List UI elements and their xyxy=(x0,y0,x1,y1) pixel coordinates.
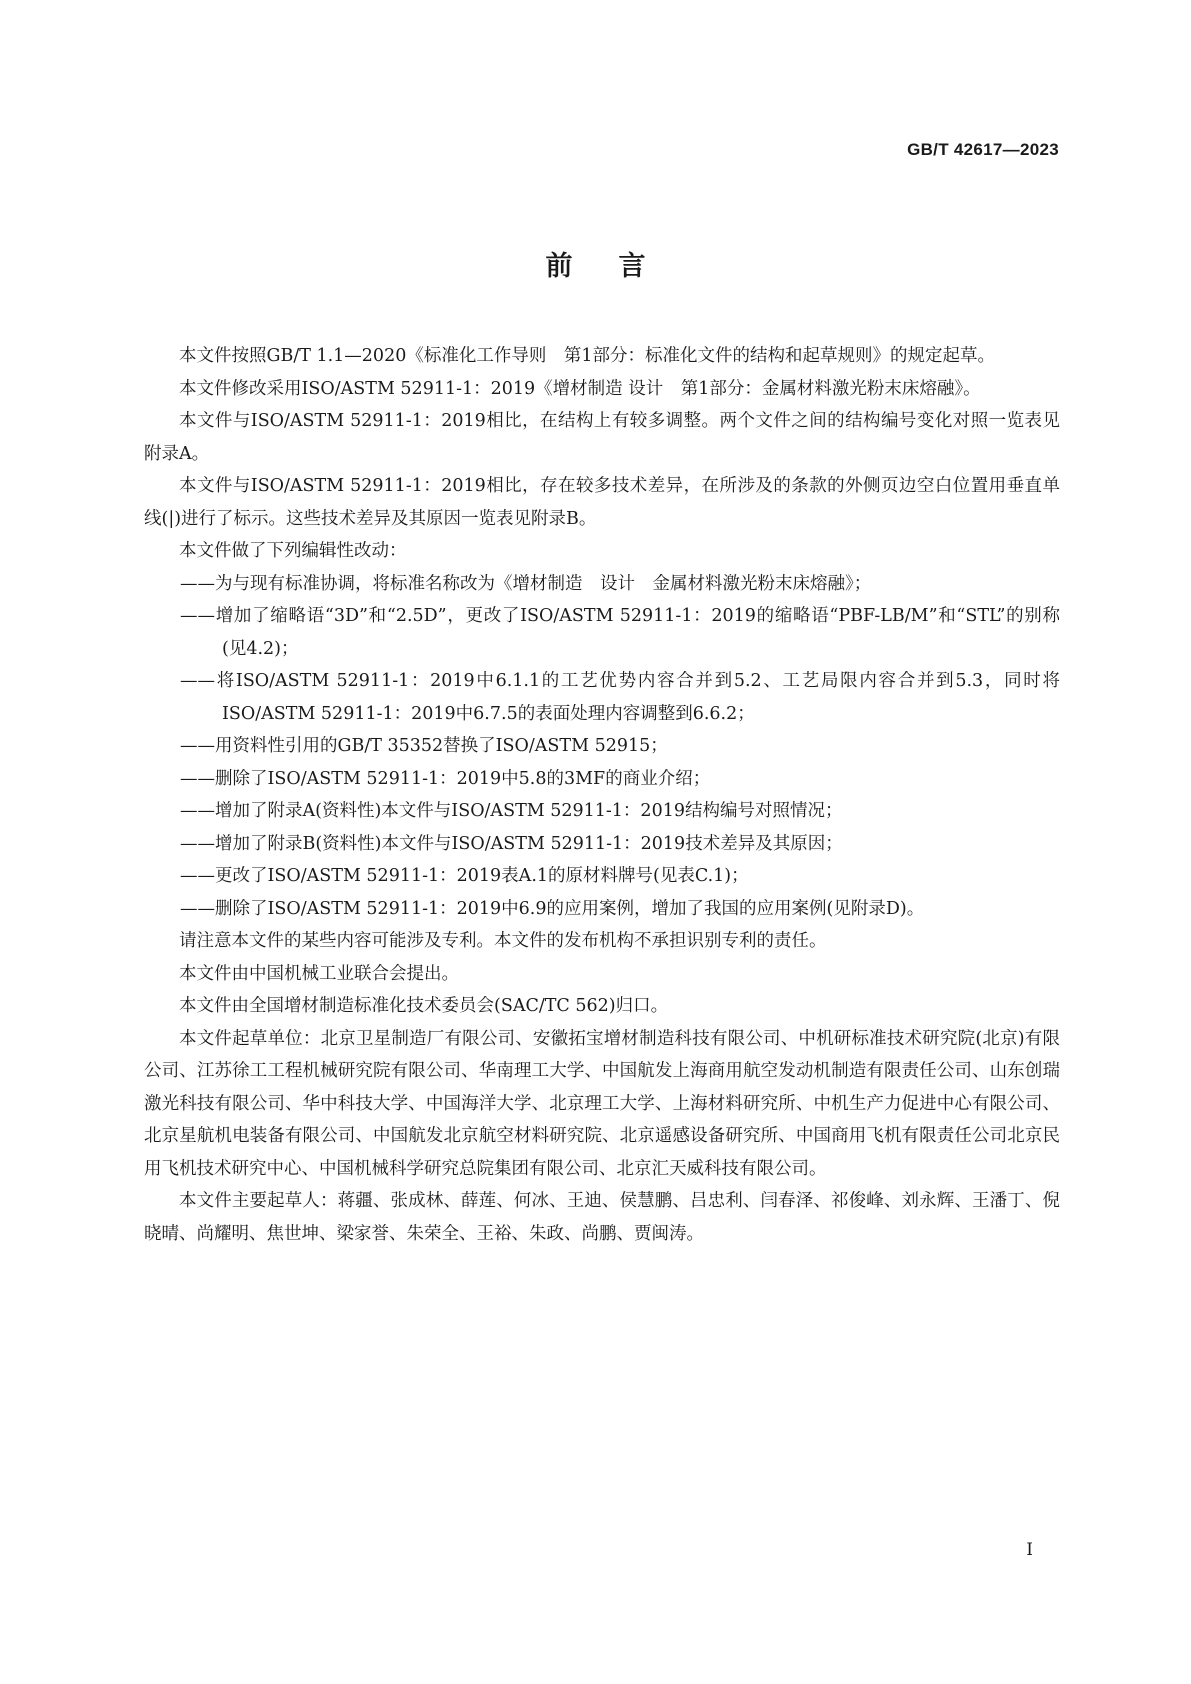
list-item-text: ——增加了缩略语“3D”和“2.5D”，更改了ISO/ASTM 52911-1：2019的缩略语“PBF-LB/M”和“STL”的别称(见4.2)； xyxy=(180,606,1060,659)
patent-notice: 请注意本文件的某些内容可能涉及专利。本文件的发布机构不承担识别专利的责任。 xyxy=(179,931,827,951)
list-item-text: ——增加了附录B(资料性)本文件与ISO/ASTM 52911-1：2019技术差异及其原因； xyxy=(180,833,843,854)
committee-statement: 本文件由全国增材制造标准化技术委员会(SAC/TC 562)归口。 xyxy=(179,996,669,1016)
list-item xyxy=(144,893,1060,926)
document-code: GB/T 42617—2023 xyxy=(907,140,1059,159)
paragraph: 本文件与ISO/ASTM 52911-1：2019相比，在结构上有较多调整。两个文件之间的结构编号变化对照一览表见附录A。 xyxy=(144,411,1060,464)
list-item xyxy=(144,665,1060,730)
list-item-text: ——将ISO/ASTM 52911-1：2019中6.1.1的工艺优势内容合并到5.2、工艺局限内容合并到5.3，同时将ISO/ASTM 52911-1：2019中6.7.5的表面处理内容调整到6.6.2； xyxy=(180,671,1060,724)
page-number: I xyxy=(1026,1540,1033,1560)
list-item xyxy=(144,730,1060,763)
edit-list xyxy=(144,568,1060,926)
document-body xyxy=(144,340,1060,1250)
list-item-text: ——为与现有标准协调，将标准名称改为《增材制造 设计 金属材料激光粉末床熔融》； xyxy=(180,573,872,594)
list-item xyxy=(144,600,1060,665)
drafting-organizations: 本文件起草单位：北京卫星制造厂有限公司、安徽拓宝增材制造科技有限公司、中机研标准技术研究院(北京)有限公司、江苏徐工工程机械研究院有限公司、华南理工大学、中国航发上海商用航空发动机制造有限责任公司、山东创瑞激光科技有限公司、华中科技大学、中国海洋大学、北京理工大学、上海材料研究所、中机生产力促进中心有限公司、北京星航机电装备有限公司、中国航发北京航空材料研究院、北京遥感设备研究所、中国商用飞机有限责任公司北京民用飞机技术研究中心、中国机械科学研究总院集团有限公司、北京汇天威科技有限公司。 xyxy=(144,1028,1060,1179)
drafters: 本文件主要起草人：蒋疆、张成林、薛莲、何冰、王迪、侯慧鹏、吕忠利、闫春泽、祁俊峰、刘永辉、王潘丁、倪晓晴、尚耀明、焦世坤、梁家誉、朱荣全、王裕、朱政、尚鹏、贾闽涛。 xyxy=(144,1191,1060,1244)
list-item-text: ——增加了附录A(资料性)本文件与ISO/ASTM 52911-1：2019结构编号对照情况； xyxy=(180,801,843,821)
list-item-text: ——删除了ISO/ASTM 52911-1：2019中6.9的应用案例，增加了我国的应用案例(见附录D)。 xyxy=(180,898,925,919)
list-item-text: ——删除了ISO/ASTM 52911-1：2019中5.8的3MF的商业介绍； xyxy=(180,768,711,789)
paragraph: 本文件做了下列编辑性改动： xyxy=(179,541,407,561)
list-item xyxy=(144,860,1060,893)
list-item xyxy=(144,763,1060,796)
list-item xyxy=(144,568,1060,601)
proposer-statement: 本文件由中国机械工业联合会提出。 xyxy=(179,963,459,984)
paragraph: 本文件与ISO/ASTM 52911-1：2019相比，存在较多技术差异，在所涉及的条款的外侧页边空白位置用垂直单线(|)进行了标示。这些技术差异及其原因一览表见附录B。 xyxy=(144,476,1060,529)
list-item xyxy=(144,795,1060,828)
paragraph: 本文件修改采用ISO/ASTM 52911-1：2019《增材制造 设计 第1部分：金属材料激光粉末床熔融》。 xyxy=(179,378,981,399)
list-item-text: ——更改了ISO/ASTM 52911-1：2019表A.1的原材料牌号(见表C.1)； xyxy=(180,866,749,886)
list-item-text: ——用资料性引用的GB/T 35352替换了ISO/ASTM 52915； xyxy=(180,736,668,756)
page-title: 前言 xyxy=(545,251,692,282)
paragraph: 本文件按照GB/T 1.1—2020《标准化工作导则 第1部分：标准化文件的结构和起草规则》的规定起草。 xyxy=(179,346,995,366)
list-item xyxy=(144,828,1060,861)
